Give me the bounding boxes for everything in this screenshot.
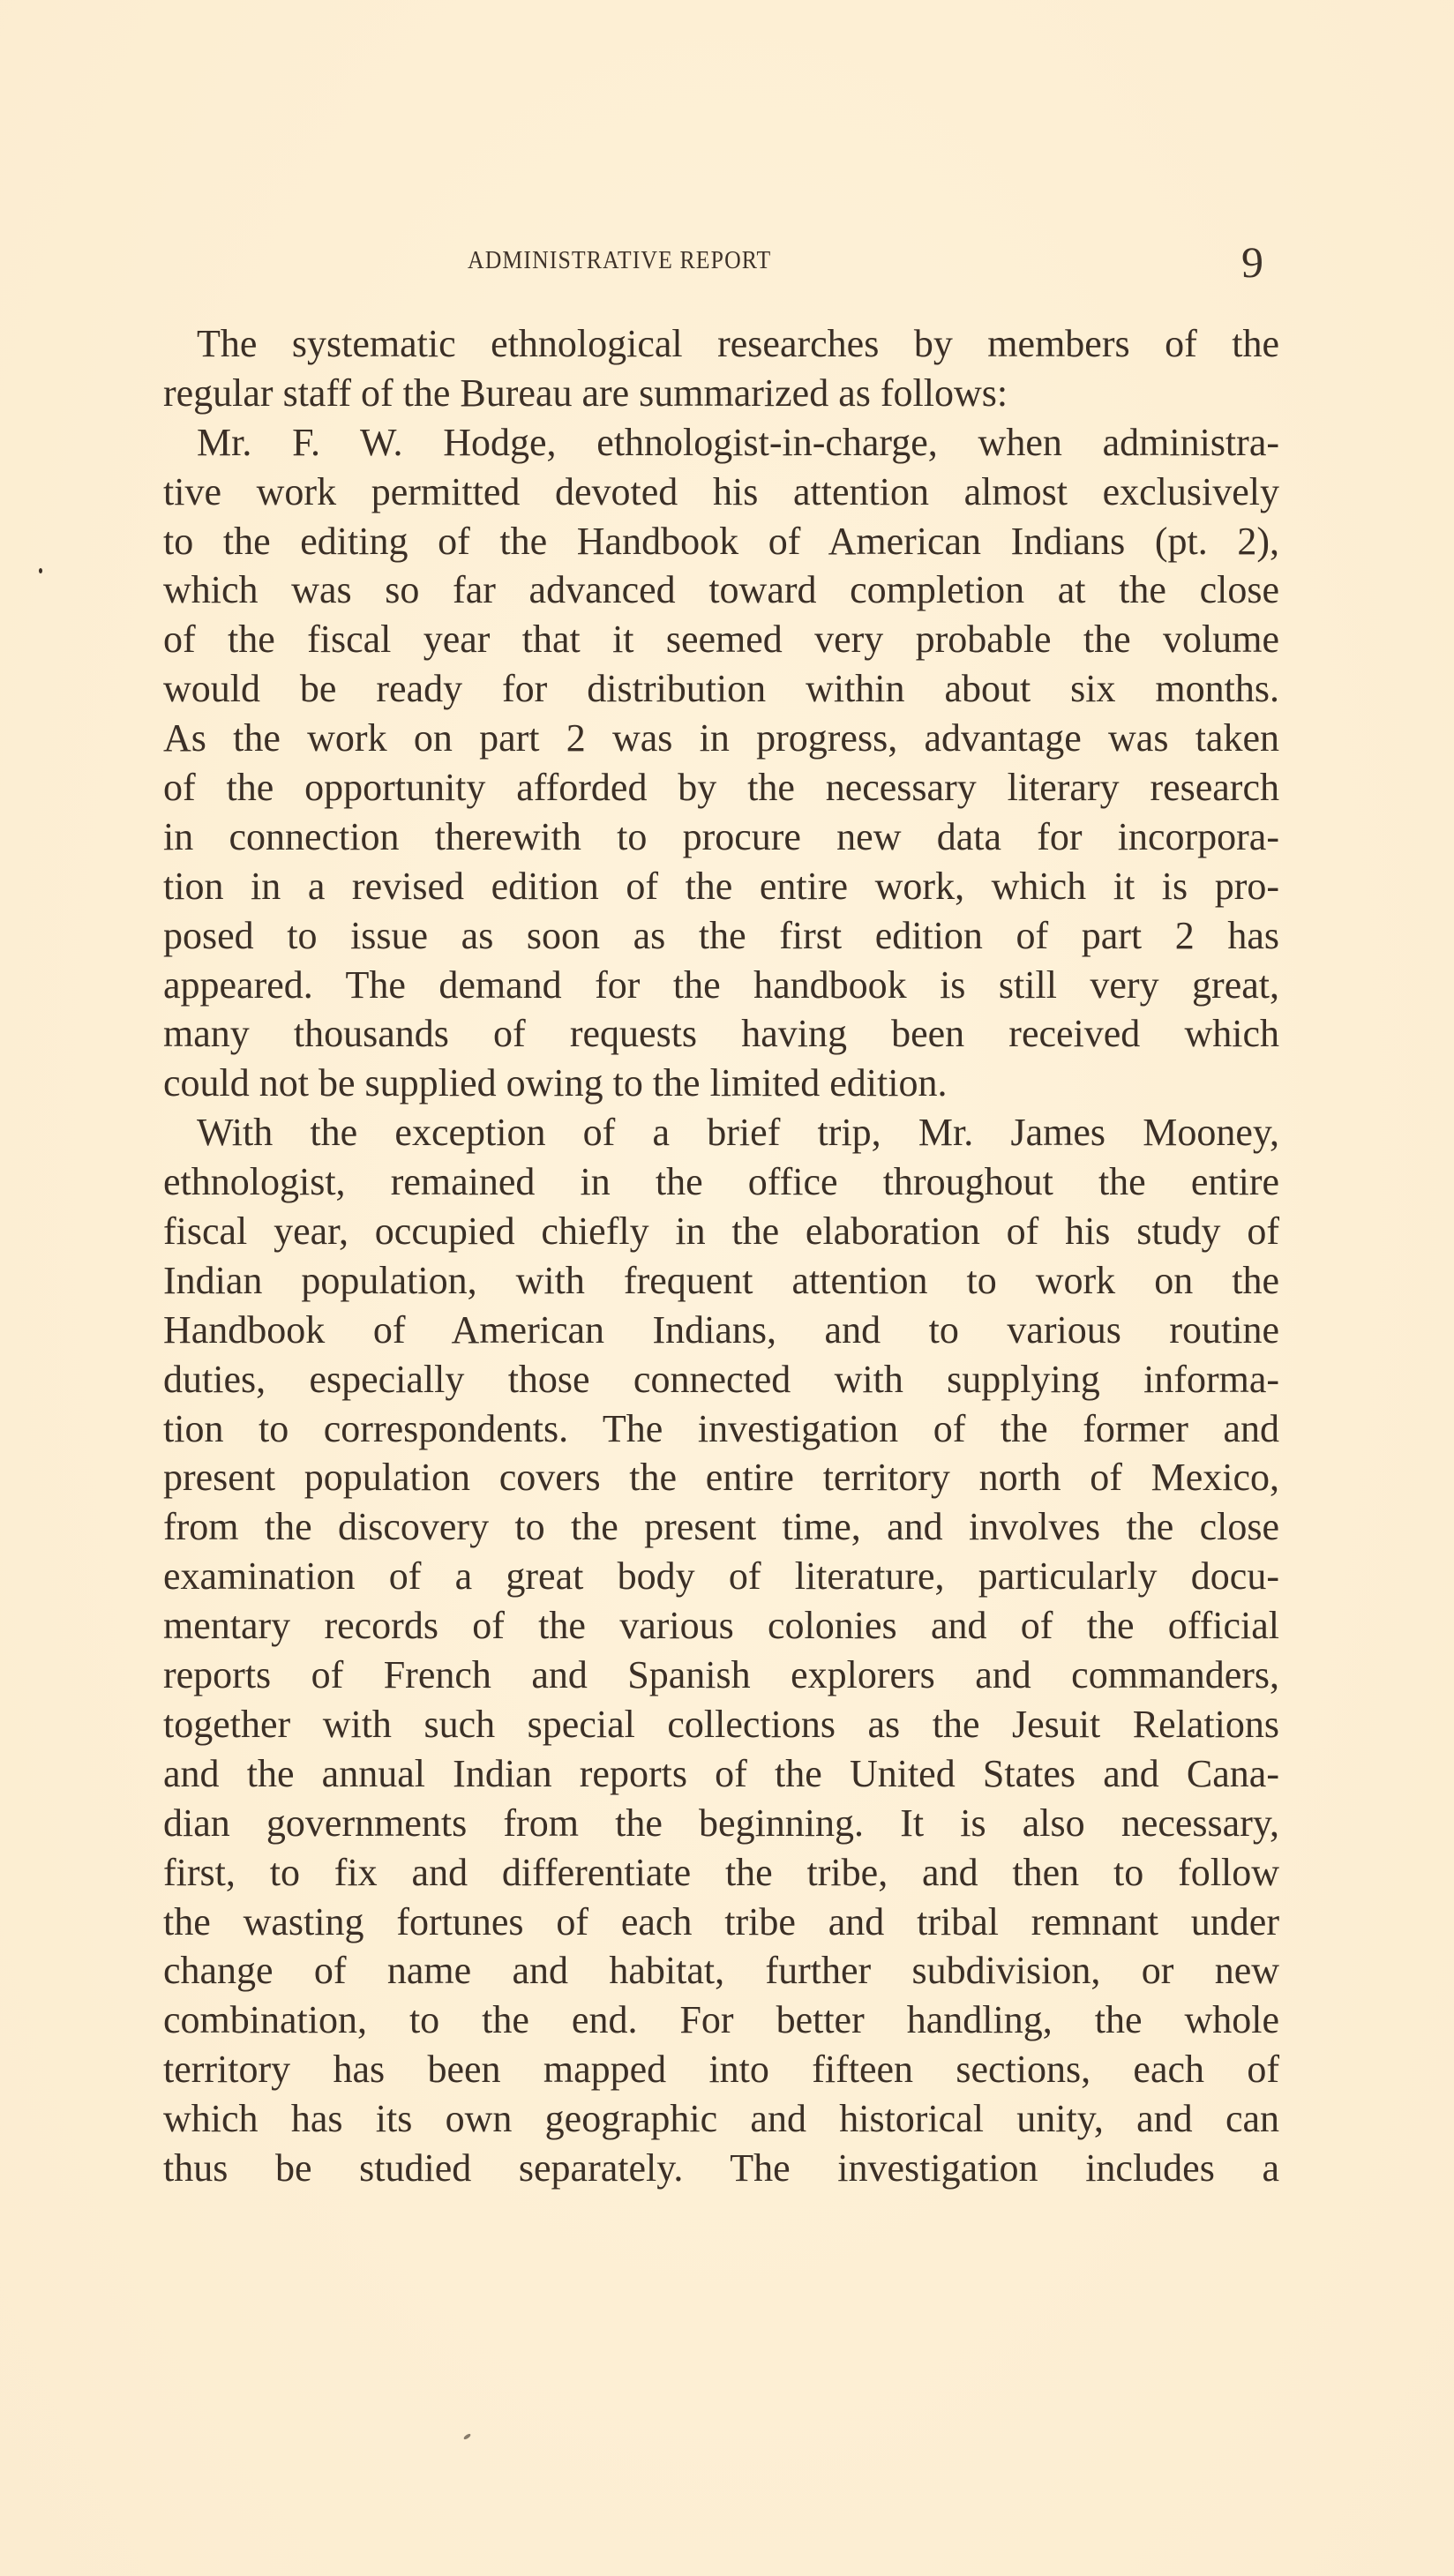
text-line: change of name and habitat, further subdivision, or new [163, 1949, 1279, 1993]
text-line: The systematic ethnological researches by members of the [197, 322, 1279, 365]
text-line: which was so far advanced toward completion at the close [163, 568, 1279, 612]
paragraph-hodge [163, 418, 1279, 1108]
text-line: present population covers the entire territory north of Mexico, [163, 1456, 1279, 1500]
text-line: first, to fix and differentiate the tribe, and then to follow [163, 1850, 1279, 1894]
text-line: could not be supplied owing to the limited edition. [163, 1061, 948, 1105]
paragraph-staff-intro [163, 319, 1279, 418]
text-line: Mr. F. W. Hodge, ethnologist-in-charge, when administra- [197, 420, 1279, 464]
page-number: 9 [1241, 237, 1263, 287]
text-line: fiscal year, occupied chiefly in the elaboration of his study of [163, 1209, 1279, 1254]
text-line: and the annual Indian reports of the United States and Cana- [163, 1751, 1279, 1795]
text-line: of the opportunity afforded by the necessary literary research [163, 766, 1279, 810]
text-line: territory has been mapped into fifteen sections, each of [163, 2048, 1279, 2092]
text-line: which has its own geographic and historical unity, and can [163, 2097, 1279, 2141]
text-line: regular staff of the Bureau are summarized as follows: [163, 371, 1008, 415]
text-line: With the exception of a brief trip, Mr. James Mooney, [197, 1111, 1279, 1155]
text-line: Indian population, with frequent attention to work on the [163, 1258, 1279, 1302]
running-title: ADMINISTRATIVE REPORT [468, 247, 772, 274]
text-line: many thousands of requests having been received which [163, 1012, 1279, 1056]
text-line: examination of a great body of literature, particularly docu- [163, 1554, 1279, 1599]
text-line: to the editing of the Handbook of American Indians (pt. 2), [163, 519, 1279, 563]
text-line: appeared. The demand for the handbook is still very great, [163, 962, 1279, 1007]
text-line: thus be studied separately. The investigation includes a [163, 2145, 1279, 2190]
text-line: the wasting fortunes of each tribe and tribal remnant under [163, 1899, 1279, 1943]
body-text [163, 319, 1279, 2193]
text-line: As the work on part 2 was in progress, advantage was taken [163, 716, 1279, 760]
text-line: Handbook of American Indians, and to various routine [163, 1307, 1279, 1352]
scan-speck [39, 568, 42, 573]
text-line: would be ready for distribution within about six months. [163, 667, 1279, 711]
text-line: tion to correspondents. The investigation of the former and [163, 1406, 1279, 1450]
running-head [163, 238, 1279, 291]
text-line: in connection therewith to procure new data for incorpora- [163, 814, 1279, 858]
paragraph-mooney [163, 1108, 1279, 2193]
scan-speck [463, 2433, 472, 2440]
text-line: tion in a revised edition of the entire work, which it is pro- [163, 864, 1279, 908]
text-line: reports of French and Spanish explorers and commanders, [163, 1653, 1279, 1697]
text-line: duties, especially those connected with supplying informa- [163, 1357, 1279, 1401]
text-line: of the fiscal year that it seemed very probable the volume [163, 618, 1279, 662]
text-line: combination, to the end. For better handling, the whole [163, 1998, 1279, 2042]
text-line: posed to issue as soon as the first edition of part 2 has [163, 913, 1279, 957]
text-line: tive work permitted devoted his attention almost exclusively [163, 469, 1279, 513]
text-line: mentary records of the various colonies and of the official [163, 1604, 1279, 1648]
text-line: ethnologist, remained in the office throughout the entire [163, 1160, 1279, 1204]
text-line: dian governments from the beginning. It is also necessary, [163, 1801, 1279, 1845]
text-line: together with such special collections as the Jesuit Relations [163, 1702, 1279, 1746]
text-line: from the discovery to the present time, and involves the close [163, 1505, 1279, 1549]
